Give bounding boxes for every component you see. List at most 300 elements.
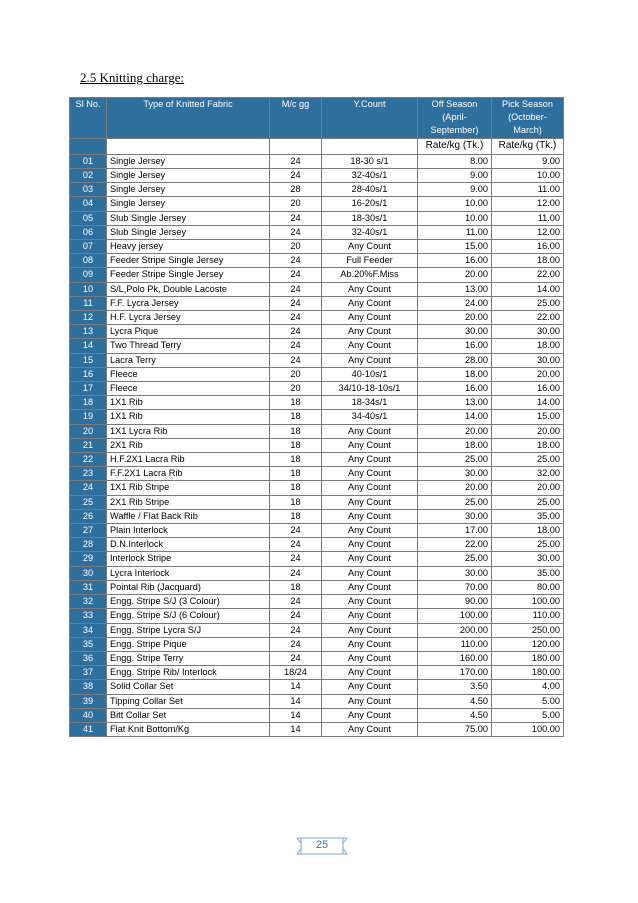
page-number: 25 <box>315 839 329 851</box>
table-row <box>70 651 564 665</box>
cell-pick-season-rate: 180.00 <box>492 666 564 680</box>
table-row <box>70 382 564 396</box>
cell-fabric: Feeder Stripe Single Jersey <box>107 268 270 282</box>
cell-sl: 17 <box>70 382 107 396</box>
cell-fabric: F.F.2X1 Lacra Rib <box>107 467 270 481</box>
cell-pick-season-rate: 14.00 <box>492 282 564 296</box>
cell-sl: 28 <box>70 538 107 552</box>
table-row <box>70 410 564 424</box>
cell-gg: 24 <box>270 339 322 353</box>
cell-gg: 24 <box>270 566 322 580</box>
table-row <box>70 183 564 197</box>
subheader-off-rate: Rate/kg (Tk.) <box>418 138 492 154</box>
cell-sl: 39 <box>70 694 107 708</box>
cell-pick-season-rate: 10.00 <box>492 169 564 183</box>
cell-fabric: Lacra Terry <box>107 353 270 367</box>
cell-gg: 18/24 <box>270 666 322 680</box>
cell-sl: 36 <box>70 651 107 665</box>
cell-sl: 11 <box>70 296 107 310</box>
cell-sl: 18 <box>70 396 107 410</box>
cell-pick-season-rate: 20.00 <box>492 424 564 438</box>
cell-count: Any Count <box>322 722 418 736</box>
cell-pick-season-rate: 5.00 <box>492 694 564 708</box>
table-row <box>70 211 564 225</box>
table-row <box>70 467 564 481</box>
cell-pick-season-rate: 11.00 <box>492 211 564 225</box>
cell-count: Any Count <box>322 240 418 254</box>
cell-fabric: H.F.2X1 Lacra Rib <box>107 453 270 467</box>
cell-pick-season-rate: 12.00 <box>492 225 564 239</box>
table-row <box>70 353 564 367</box>
cell-pick-season-rate: 16.00 <box>492 240 564 254</box>
cell-gg: 24 <box>270 268 322 282</box>
table-row <box>70 282 564 296</box>
table-row <box>70 694 564 708</box>
cell-fabric: Interlock Stripe <box>107 552 270 566</box>
table-row <box>70 197 564 211</box>
cell-gg: 20 <box>270 197 322 211</box>
table-row <box>70 296 564 310</box>
cell-off-season-rate: 30.00 <box>418 509 492 523</box>
cell-gg: 18 <box>270 481 322 495</box>
cell-fabric: 2X1 Rib Stripe <box>107 495 270 509</box>
cell-sl: 01 <box>70 154 107 168</box>
cell-off-season-rate: 160.00 <box>418 651 492 665</box>
cell-off-season-rate: 4.50 <box>418 694 492 708</box>
table-row <box>70 708 564 722</box>
column-header-count: Y.Count <box>322 98 418 139</box>
cell-off-season-rate: 16.00 <box>418 339 492 353</box>
cell-sl: 29 <box>70 552 107 566</box>
cell-sl: 40 <box>70 708 107 722</box>
cell-sl: 31 <box>70 580 107 594</box>
cell-sl: 09 <box>70 268 107 282</box>
cell-fabric: Engg. Stripe Rib/ Interlock <box>107 666 270 680</box>
table-body <box>70 154 564 736</box>
cell-pick-season-rate: 18.00 <box>492 438 564 452</box>
cell-count: 18-30s/1 <box>322 211 418 225</box>
cell-sl: 20 <box>70 424 107 438</box>
cell-gg: 14 <box>270 680 322 694</box>
cell-gg: 24 <box>270 609 322 623</box>
section-heading: 2.5 Knitting charge: <box>80 70 185 85</box>
cell-count: Any Count <box>322 282 418 296</box>
cell-pick-season-rate: 20.00 <box>492 367 564 381</box>
table-row <box>70 311 564 325</box>
cell-gg: 18 <box>270 453 322 467</box>
cell-count: Any Count <box>322 311 418 325</box>
cell-off-season-rate: 170.00 <box>418 666 492 680</box>
cell-fabric: H.F. Lycra Jersey <box>107 311 270 325</box>
cell-off-season-rate: 14.00 <box>418 410 492 424</box>
cell-off-season-rate: 90.00 <box>418 595 492 609</box>
cell-sl: 37 <box>70 666 107 680</box>
cell-off-season-rate: 9.00 <box>418 183 492 197</box>
cell-fabric: Engg. Stripe Pique <box>107 637 270 651</box>
cell-fabric: Fleece <box>107 382 270 396</box>
table-row <box>70 680 564 694</box>
table-row <box>70 637 564 651</box>
table-row <box>70 538 564 552</box>
cell-off-season-rate: 13.00 <box>418 396 492 410</box>
cell-count: Any Count <box>322 438 418 452</box>
table-row <box>70 481 564 495</box>
cell-off-season-rate: 9.00 <box>418 169 492 183</box>
cell-sl: 24 <box>70 481 107 495</box>
table-row <box>70 552 564 566</box>
cell-sl: 07 <box>70 240 107 254</box>
cell-off-season-rate: 13.00 <box>418 282 492 296</box>
table-row <box>70 254 564 268</box>
cell-count: Any Count <box>322 481 418 495</box>
cell-off-season-rate: 20.00 <box>418 424 492 438</box>
cell-pick-season-rate: 30.00 <box>492 325 564 339</box>
cell-sl: 04 <box>70 197 107 211</box>
cell-count: Any Count <box>322 595 418 609</box>
table-row <box>70 623 564 637</box>
cell-off-season-rate: 20.00 <box>418 481 492 495</box>
cell-count: Any Count <box>322 680 418 694</box>
cell-fabric: Slub Single Jersey <box>107 225 270 239</box>
cell-pick-season-rate: 100.00 <box>492 595 564 609</box>
cell-off-season-rate: 30.00 <box>418 566 492 580</box>
cell-fabric: Fleece <box>107 367 270 381</box>
cell-sl: 25 <box>70 495 107 509</box>
cell-off-season-rate: 15.00 <box>418 240 492 254</box>
cell-fabric: 2X1 Rib <box>107 438 270 452</box>
cell-sl: 12 <box>70 311 107 325</box>
cell-count: Full Feeder <box>322 254 418 268</box>
cell-pick-season-rate: 22.00 <box>492 268 564 282</box>
table-row <box>70 424 564 438</box>
cell-fabric: Engg. Stripe Lycra S/J <box>107 623 270 637</box>
cell-count: 18-30 s/1 <box>322 154 418 168</box>
cell-sl: 02 <box>70 169 107 183</box>
cell-count: Any Count <box>322 694 418 708</box>
cell-sl: 03 <box>70 183 107 197</box>
cell-gg: 18 <box>270 438 322 452</box>
cell-pick-season-rate: 25.00 <box>492 453 564 467</box>
cell-fabric: Lycra Pique <box>107 325 270 339</box>
page-number-badge <box>297 836 347 856</box>
cell-count: Any Count <box>322 453 418 467</box>
cell-count: Any Count <box>322 708 418 722</box>
cell-count: Any Count <box>322 538 418 552</box>
cell-sl: 34 <box>70 623 107 637</box>
cell-count: 28-40s/1 <box>322 183 418 197</box>
cell-count: Any Count <box>322 325 418 339</box>
cell-count: 18-34s/1 <box>322 396 418 410</box>
cell-pick-season-rate: 110.00 <box>492 609 564 623</box>
cell-count: 32-40s/1 <box>322 169 418 183</box>
cell-gg: 24 <box>270 254 322 268</box>
cell-gg: 24 <box>270 282 322 296</box>
table-row <box>70 240 564 254</box>
cell-gg: 14 <box>270 694 322 708</box>
cell-pick-season-rate: 30.00 <box>492 353 564 367</box>
column-header-sl: Sl No. <box>70 98 107 139</box>
cell-off-season-rate: 3.50 <box>418 680 492 694</box>
column-header-pick-season: Pick Season (October-March) <box>492 98 564 139</box>
cell-fabric: Waffle / Flat Back Rib <box>107 509 270 523</box>
cell-off-season-rate: 16.00 <box>418 382 492 396</box>
cell-pick-season-rate: 15.00 <box>492 410 564 424</box>
cell-fabric: 1X1 Rib <box>107 410 270 424</box>
cell-gg: 24 <box>270 623 322 637</box>
table-row <box>70 495 564 509</box>
cell-gg: 18 <box>270 396 322 410</box>
cell-off-season-rate: 8.00 <box>418 154 492 168</box>
cell-fabric: Bitt Collar Set <box>107 708 270 722</box>
cell-fabric: 1X1 Rib Stripe <box>107 481 270 495</box>
cell-gg: 24 <box>270 353 322 367</box>
table-header-row <box>70 98 564 139</box>
cell-fabric: Two Thread Terry <box>107 339 270 353</box>
table-row <box>70 154 564 168</box>
cell-count: 40-10s/1 <box>322 367 418 381</box>
cell-count: Any Count <box>322 524 418 538</box>
cell-pick-season-rate: 25.00 <box>492 538 564 552</box>
cell-count: Any Count <box>322 637 418 651</box>
cell-sl: 30 <box>70 566 107 580</box>
cell-count: Any Count <box>322 651 418 665</box>
cell-gg: 18 <box>270 495 322 509</box>
table-row <box>70 169 564 183</box>
cell-off-season-rate: 28.00 <box>418 353 492 367</box>
cell-off-season-rate: 30.00 <box>418 467 492 481</box>
cell-gg: 20 <box>270 240 322 254</box>
cell-off-season-rate: 75.00 <box>418 722 492 736</box>
cell-off-season-rate: 17.00 <box>418 524 492 538</box>
table-row <box>70 722 564 736</box>
cell-fabric: Feeder Stripe Single Jersey <box>107 254 270 268</box>
cell-off-season-rate: 100.00 <box>418 609 492 623</box>
cell-off-season-rate: 24.00 <box>418 296 492 310</box>
table-row <box>70 268 564 282</box>
cell-sl: 35 <box>70 637 107 651</box>
cell-pick-season-rate: 25.00 <box>492 296 564 310</box>
cell-count: Any Count <box>322 566 418 580</box>
cell-pick-season-rate: 18.00 <box>492 339 564 353</box>
cell-sl: 23 <box>70 467 107 481</box>
cell-gg: 14 <box>270 722 322 736</box>
cell-fabric: 1X1 Lycra Rib <box>107 424 270 438</box>
cell-off-season-rate: 110.00 <box>418 637 492 651</box>
cell-off-season-rate: 30.00 <box>418 325 492 339</box>
cell-sl: 22 <box>70 453 107 467</box>
subheader-pick-rate: Rate/kg (Tk.) <box>492 138 564 154</box>
cell-fabric: Engg. Stripe S/J (6 Colour) <box>107 609 270 623</box>
column-header-gg: M/c gg <box>270 98 322 139</box>
cell-sl: 14 <box>70 339 107 353</box>
cell-count: Any Count <box>322 339 418 353</box>
table-row <box>70 225 564 239</box>
cell-count: Any Count <box>322 509 418 523</box>
cell-count: 32-40s/1 <box>322 225 418 239</box>
column-header-fabric: Type of Knitted Fabric <box>107 98 270 139</box>
cell-fabric: Pointal Rib (Jacquard) <box>107 580 270 594</box>
cell-off-season-rate: 10.00 <box>418 197 492 211</box>
cell-off-season-rate: 18.00 <box>418 367 492 381</box>
cell-pick-season-rate: 25.00 <box>492 495 564 509</box>
cell-off-season-rate: 10.00 <box>418 211 492 225</box>
cell-fabric: Plain Interlock <box>107 524 270 538</box>
cell-gg: 24 <box>270 296 322 310</box>
cell-off-season-rate: 25.00 <box>418 453 492 467</box>
cell-sl: 05 <box>70 211 107 225</box>
cell-gg: 24 <box>270 637 322 651</box>
table-row <box>70 566 564 580</box>
cell-count: Any Count <box>322 623 418 637</box>
cell-gg: 24 <box>270 524 322 538</box>
cell-pick-season-rate: 12.00 <box>492 197 564 211</box>
cell-gg: 24 <box>270 154 322 168</box>
cell-gg: 18 <box>270 467 322 481</box>
cell-sl: 33 <box>70 609 107 623</box>
cell-gg: 24 <box>270 311 322 325</box>
cell-gg: 18 <box>270 410 322 424</box>
cell-pick-season-rate: 100.00 <box>492 722 564 736</box>
cell-count: Any Count <box>322 609 418 623</box>
cell-off-season-rate: 200.00 <box>418 623 492 637</box>
cell-off-season-rate: 18.00 <box>418 438 492 452</box>
cell-gg: 24 <box>270 538 322 552</box>
cell-off-season-rate: 70.00 <box>418 580 492 594</box>
cell-fabric: Engg. Stripe S/J (3 Colour) <box>107 595 270 609</box>
cell-gg: 24 <box>270 225 322 239</box>
cell-gg: 24 <box>270 325 322 339</box>
cell-pick-season-rate: 16.00 <box>492 382 564 396</box>
cell-pick-season-rate: 120.00 <box>492 637 564 651</box>
table-row <box>70 595 564 609</box>
cell-gg: 20 <box>270 382 322 396</box>
cell-off-season-rate: 11.00 <box>418 225 492 239</box>
cell-pick-season-rate: 18.00 <box>492 524 564 538</box>
cell-sl: 06 <box>70 225 107 239</box>
cell-count: Any Count <box>322 424 418 438</box>
cell-off-season-rate: 25.00 <box>418 495 492 509</box>
cell-sl: 21 <box>70 438 107 452</box>
cell-pick-season-rate: 11.00 <box>492 183 564 197</box>
cell-sl: 41 <box>70 722 107 736</box>
table-row <box>70 438 564 452</box>
cell-gg: 14 <box>270 708 322 722</box>
cell-pick-season-rate: 32.00 <box>492 467 564 481</box>
subheader-blank <box>107 138 270 154</box>
cell-pick-season-rate: 250.00 <box>492 623 564 637</box>
cell-fabric: Lycra Interlock <box>107 566 270 580</box>
cell-fabric: Slub Single Jersey <box>107 211 270 225</box>
cell-fabric: Single Jersey <box>107 169 270 183</box>
cell-pick-season-rate: 80.00 <box>492 580 564 594</box>
cell-count: Any Count <box>322 580 418 594</box>
cell-fabric: Single Jersey <box>107 197 270 211</box>
cell-pick-season-rate: 14.00 <box>492 396 564 410</box>
cell-fabric: F.F. Lycra Jersey <box>107 296 270 310</box>
cell-count: Any Count <box>322 353 418 367</box>
cell-sl: 15 <box>70 353 107 367</box>
cell-count: 34-40s/1 <box>322 410 418 424</box>
cell-pick-season-rate: 9.00 <box>492 154 564 168</box>
cell-sl: 10 <box>70 282 107 296</box>
table-row <box>70 666 564 680</box>
cell-fabric: Flat Knit Bottom/Kg <box>107 722 270 736</box>
cell-off-season-rate: 25.00 <box>418 552 492 566</box>
table-subheader-row <box>70 138 564 154</box>
cell-pick-season-rate: 20.00 <box>492 481 564 495</box>
cell-gg: 24 <box>270 552 322 566</box>
cell-sl: 38 <box>70 680 107 694</box>
cell-fabric: Tipping Collar Set <box>107 694 270 708</box>
subheader-blank-sl <box>70 138 107 154</box>
table-row <box>70 367 564 381</box>
cell-count: 16-20s/1 <box>322 197 418 211</box>
cell-fabric: Solid Collar Set <box>107 680 270 694</box>
cell-off-season-rate: 20.00 <box>418 311 492 325</box>
cell-pick-season-rate: 4.00 <box>492 680 564 694</box>
cell-gg: 18 <box>270 509 322 523</box>
cell-sl: 19 <box>70 410 107 424</box>
cell-pick-season-rate: 35.00 <box>492 509 564 523</box>
table-row <box>70 609 564 623</box>
subheader-blank <box>322 138 418 154</box>
cell-sl: 27 <box>70 524 107 538</box>
cell-count: Any Count <box>322 495 418 509</box>
cell-pick-season-rate: 5.00 <box>492 708 564 722</box>
cell-sl: 08 <box>70 254 107 268</box>
table-row <box>70 453 564 467</box>
table-row <box>70 509 564 523</box>
cell-gg: 24 <box>270 651 322 665</box>
cell-off-season-rate: 20.00 <box>418 268 492 282</box>
cell-gg: 18 <box>270 580 322 594</box>
cell-gg: 18 <box>270 424 322 438</box>
cell-fabric: 1X1 Rib <box>107 396 270 410</box>
column-header-off-season: Off Season (April-September) <box>418 98 492 139</box>
cell-gg: 24 <box>270 595 322 609</box>
knitting-charge-table <box>69 97 564 737</box>
cell-count: Any Count <box>322 467 418 481</box>
cell-sl: 16 <box>70 367 107 381</box>
table-row <box>70 580 564 594</box>
cell-pick-season-rate: 30.00 <box>492 552 564 566</box>
cell-gg: 20 <box>270 367 322 381</box>
cell-count: Ab.20%F.Miss <box>322 268 418 282</box>
table-row <box>70 524 564 538</box>
cell-pick-season-rate: 35.00 <box>492 566 564 580</box>
cell-fabric: Heavy jersey <box>107 240 270 254</box>
table-row <box>70 396 564 410</box>
cell-off-season-rate: 22.00 <box>418 538 492 552</box>
cell-sl: 32 <box>70 595 107 609</box>
cell-off-season-rate: 4.50 <box>418 708 492 722</box>
cell-fabric: Single Jersey <box>107 183 270 197</box>
cell-fabric: S/L,Polo Pk, Double Lacoste <box>107 282 270 296</box>
cell-gg: 24 <box>270 211 322 225</box>
cell-count: Any Count <box>322 296 418 310</box>
cell-pick-season-rate: 18.00 <box>492 254 564 268</box>
cell-pick-season-rate: 180.00 <box>492 651 564 665</box>
cell-sl: 13 <box>70 325 107 339</box>
cell-count: Any Count <box>322 666 418 680</box>
cell-off-season-rate: 16.00 <box>418 254 492 268</box>
cell-fabric: Single Jersey <box>107 154 270 168</box>
table-row <box>70 325 564 339</box>
table-row <box>70 339 564 353</box>
cell-fabric: Engg. Stripe Terry <box>107 651 270 665</box>
cell-fabric: D.N.Interlock <box>107 538 270 552</box>
subheader-blank <box>270 138 322 154</box>
